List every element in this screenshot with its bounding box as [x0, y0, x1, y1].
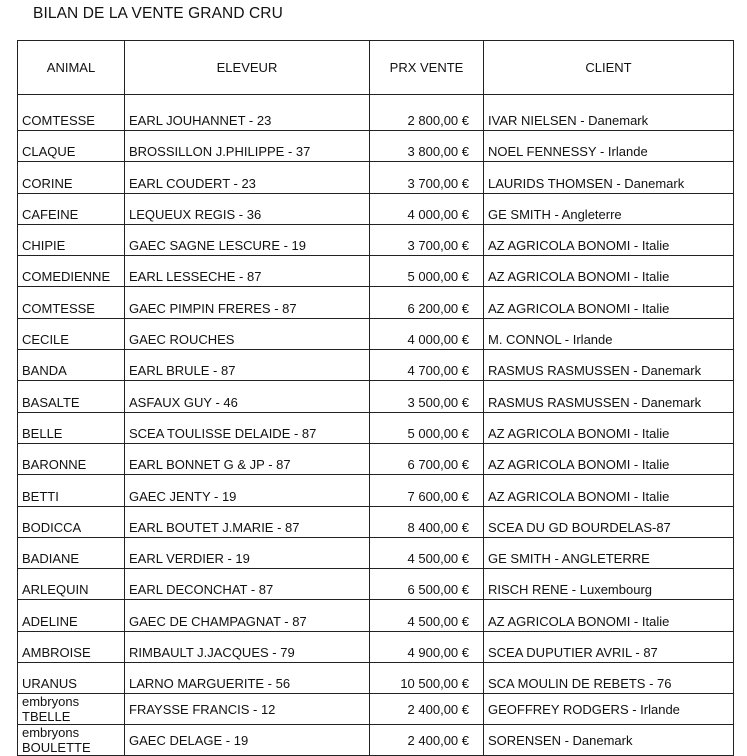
table-row	[18, 381, 734, 412]
cell-eleveur: LARNO MARGUERITE - 56	[125, 663, 370, 694]
cell-client: RASMUS RASMUSSEN - Danemark	[484, 381, 734, 412]
cell-eleveur: GAEC SAGNE LESCURE - 19	[125, 224, 370, 255]
cell-client: GE SMITH - Angleterre	[484, 193, 734, 224]
table-row	[18, 318, 734, 349]
cell-prix: 6 500,00 €	[370, 569, 484, 600]
table-row	[18, 193, 734, 224]
cell-animal: COMTESSE	[18, 95, 125, 131]
table-row	[18, 224, 734, 255]
cell-client: RISCH RENE - Luxembourg	[484, 569, 734, 600]
cell-animal: BELLE	[18, 412, 125, 443]
cell-prix: 4 000,00 €	[370, 193, 484, 224]
cell-prix: 3 700,00 €	[370, 224, 484, 255]
cell-prix: 2 400,00 €	[370, 725, 484, 756]
cell-animal: CECILE	[18, 318, 125, 349]
cell-animal	[18, 694, 125, 725]
table-row	[18, 287, 734, 318]
cell-prix: 4 900,00 €	[370, 631, 484, 662]
cell-prix: 4 700,00 €	[370, 350, 484, 381]
sales-table	[17, 40, 734, 756]
embryo-label: embryons	[22, 725, 80, 741]
cell-prix: 8 400,00 €	[370, 506, 484, 537]
cell-prix: 2 400,00 €	[370, 694, 484, 725]
cell-animal: CHIPIE	[18, 224, 125, 255]
cell-client: AZ AGRICOLA BONOMI - Italie	[484, 475, 734, 506]
table-row	[18, 350, 734, 381]
table-row	[18, 443, 734, 474]
cell-animal: BADIANE	[18, 537, 125, 568]
cell-eleveur: EARL BOUTET J.MARIE - 87	[125, 506, 370, 537]
table-row	[18, 663, 734, 694]
cell-prix: 5 000,00 €	[370, 256, 484, 287]
cell-eleveur: BROSSILLON J.PHILIPPE - 37	[125, 131, 370, 162]
cell-client: SCA MOULIN DE REBETS - 76	[484, 663, 734, 694]
cell-eleveur: EARL LESSECHE - 87	[125, 256, 370, 287]
cell-eleveur: GAEC DE CHAMPAGNAT - 87	[125, 600, 370, 631]
embryo-animal-name: BOULETTE	[22, 740, 91, 756]
cell-prix: 5 000,00 €	[370, 412, 484, 443]
cell-eleveur: GAEC DELAGE - 19	[125, 725, 370, 756]
table-row	[18, 131, 734, 162]
cell-animal: URANUS	[18, 663, 125, 694]
cell-prix: 6 200,00 €	[370, 287, 484, 318]
cell-eleveur: GAEC ROUCHES	[125, 318, 370, 349]
cell-prix: 4 000,00 €	[370, 318, 484, 349]
cell-eleveur: EARL BRULE - 87	[125, 350, 370, 381]
cell-client: AZ AGRICOLA BONOMI - Italie	[484, 443, 734, 474]
cell-prix: 7 600,00 €	[370, 475, 484, 506]
cell-eleveur: SCEA TOULISSE DELAIDE - 87	[125, 412, 370, 443]
cell-prix: 6 700,00 €	[370, 443, 484, 474]
cell-eleveur: GAEC PIMPIN FRERES - 87	[125, 287, 370, 318]
cell-client: SCEA DUPUTIER AVRIL - 87	[484, 631, 734, 662]
cell-client: IVAR NIELSEN - Danemark	[484, 95, 734, 131]
cell-animal: CLAQUE	[18, 131, 125, 162]
cell-animal: CAFEINE	[18, 193, 125, 224]
cell-client: AZ AGRICOLA BONOMI - Italie	[484, 224, 734, 255]
table-row-embryo	[18, 694, 734, 725]
table-row-embryo	[18, 725, 734, 756]
cell-prix: 3 800,00 €	[370, 131, 484, 162]
header-eleveur: ELEVEUR	[125, 41, 370, 95]
cell-prix: 4 500,00 €	[370, 537, 484, 568]
cell-eleveur: EARL COUDERT - 23	[125, 162, 370, 193]
cell-animal: BARONNE	[18, 443, 125, 474]
cell-eleveur: FRAYSSE FRANCIS - 12	[125, 694, 370, 725]
table-row	[18, 506, 734, 537]
cell-client: M. CONNOL - Irlande	[484, 318, 734, 349]
cell-prix: 10 500,00 €	[370, 663, 484, 694]
cell-animal: BETTI	[18, 475, 125, 506]
cell-animal: ADELINE	[18, 600, 125, 631]
cell-eleveur: LEQUEUX REGIS - 36	[125, 193, 370, 224]
cell-eleveur: EARL DECONCHAT - 87	[125, 569, 370, 600]
cell-eleveur: EARL JOUHANNET - 23	[125, 95, 370, 131]
cell-animal: COMTESSE	[18, 287, 125, 318]
cell-client: AZ AGRICOLA BONOMI - Italie	[484, 287, 734, 318]
cell-eleveur: ASFAUX GUY - 46	[125, 381, 370, 412]
cell-animal	[18, 725, 125, 756]
cell-client: SORENSEN - Danemark	[484, 725, 734, 756]
cell-animal: BODICCA	[18, 506, 125, 537]
table-header-row	[18, 41, 734, 95]
cell-client: GEOFFREY RODGERS - Irlande	[484, 694, 734, 725]
cell-eleveur: RIMBAULT J.JACQUES - 79	[125, 631, 370, 662]
table-row	[18, 412, 734, 443]
cell-eleveur: EARL BONNET G & JP - 87	[125, 443, 370, 474]
cell-prix: 3 500,00 €	[370, 381, 484, 412]
cell-client: AZ AGRICOLA BONOMI - Italie	[484, 412, 734, 443]
table-row	[18, 475, 734, 506]
cell-animal: BASALTE	[18, 381, 125, 412]
table-row	[18, 569, 734, 600]
table-row	[18, 600, 734, 631]
table-row	[18, 631, 734, 662]
page-title: BILAN DE LA VENTE GRAND CRU	[33, 5, 283, 22]
cell-eleveur: GAEC JENTY - 19	[125, 475, 370, 506]
cell-client: NOEL FENNESSY - Irlande	[484, 131, 734, 162]
cell-animal: ARLEQUIN	[18, 569, 125, 600]
header-prix-vente: PRX VENTE	[370, 41, 484, 95]
embryo-animal-name: TBELLE	[22, 709, 71, 725]
cell-eleveur: EARL VERDIER - 19	[125, 537, 370, 568]
cell-animal: CORINE	[18, 162, 125, 193]
cell-client: SCEA DU GD BOURDELAS-87	[484, 506, 734, 537]
cell-client: RASMUS RASMUSSEN - Danemark	[484, 350, 734, 381]
header-client: CLIENT	[484, 41, 734, 95]
cell-client: GE SMITH - ANGLETERRE	[484, 537, 734, 568]
header-animal: ANIMAL	[18, 41, 125, 95]
cell-client: AZ AGRICOLA BONOMI - Italie	[484, 256, 734, 287]
table-row	[18, 95, 734, 131]
cell-client: AZ AGRICOLA BONOMI - Italie	[484, 600, 734, 631]
cell-animal: BANDA	[18, 350, 125, 381]
table-row	[18, 537, 734, 568]
cell-prix: 4 500,00 €	[370, 600, 484, 631]
cell-client: LAURIDS THOMSEN - Danemark	[484, 162, 734, 193]
table-row	[18, 256, 734, 287]
cell-prix: 3 700,00 €	[370, 162, 484, 193]
cell-animal: COMEDIENNE	[18, 256, 125, 287]
cell-prix: 2 800,00 €	[370, 95, 484, 131]
cell-animal: AMBROISE	[18, 631, 125, 662]
table-row	[18, 162, 734, 193]
embryo-label: embryons	[22, 694, 80, 710]
